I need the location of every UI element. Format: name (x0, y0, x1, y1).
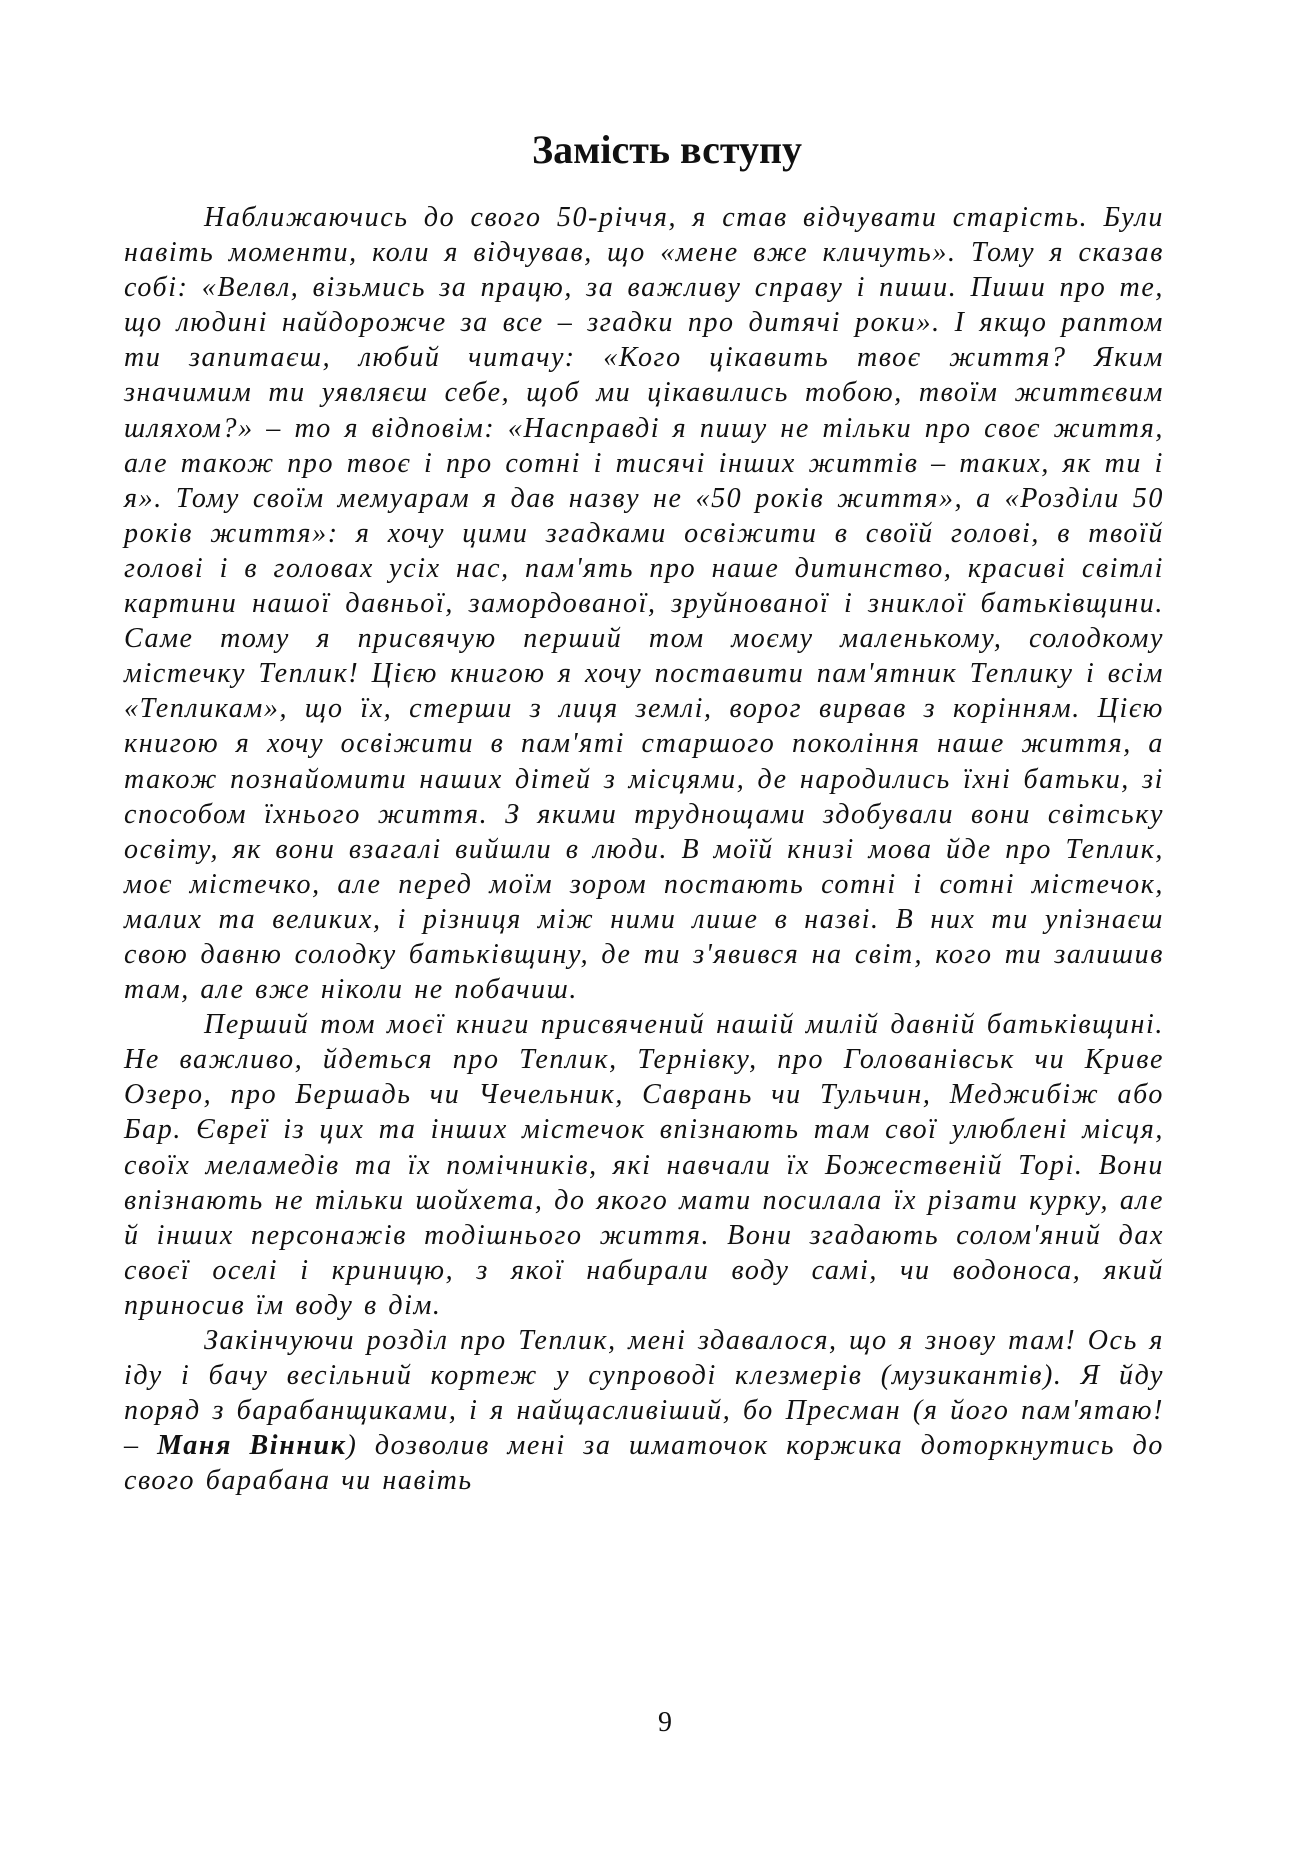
paragraph-3-text-after: ) дозволив мені за шматочок коржика доторкнутись до свого барабана чи навіть (124, 1430, 1165, 1497)
page-number: 9 (658, 1707, 672, 1738)
paragraph-3 (124, 1323, 1164, 1498)
paragraph-3-text-before: Закінчуючи розділ про Теплик, мені здавалося, що я знову там! Ось я іду і бачу весільний кортеж у супроводі клезмерів (музикантів). Я йду поряд з барабанщиками, і я найщасливіший, бо Пресман (я його пам'ятаю! – (124, 1325, 1164, 1462)
paragraph-2: Перший том моєї книги присвячений нашій милій давній батьківщині. Не важливо, йдеться про Теплик, Тернівку, про Голованівськ чи Криве Озеро, про Бершадь чи Чечельник, Саврань чи Тульчин, Меджибіж або Бар. Євреї із цих та інших містечок впізнають там свої улюблені місця, своїх меламедів та їх помічників, які навчали їх Божественій Торі. Вони впізнають не тільки шойхета, до якого мати посилала їх різати курку, але й інших персонажів тодішнього життя. Вони згадають солом'яний дах своєї оселі і криницю, з якої набирали воду самі, чи водоноса, який приносив їм воду в дім. (124, 1009, 1164, 1321)
paragraph-1: Наближаючись до свого 50-річчя, я став відчувати старість. Були навіть моменти, коли я відчував, що «мене вже кличуть». Тому я сказав собі: «Велвл, візьмись за працю, за важливу справу і пиши. Пиши про те, що людині найдорожче за все – згадки про дитячі роки». І якщо раптом ти запитаєш, любий читачу: «Кого цікавить твоє життя? Яким значимим ти уявляєш себе, щоб ми цікавились тобою, твоїм життєвим шляхом?» – то я відповім: «Насправді я пишу не тільки про своє життя, але також про твоє і про сотні і тисячі інших життів – таких, як ти і я». Тому своїм мемуарам я дав назву не «50 років життя», а «Розділи 50 років життя»: я хочу цими згадками освіжити в своїй голові, в твоїй голові і в головах усіх нас, пам'ять про наше дитинство, красиві світлі картини нашої давньої, замордованої, зруйнованої і зниклої батьківщини. Саме тому я присвячую перший том моєму маленькому, солодкому містечку Теплик! Цією книгою я хочу поставити пам'ятник Теплику і всім «Тепликам», що їх, стерши з лиця землі, ворог вирвав з корінням. Цією книгою я хочу освіжити в пам'яті старшого покоління наше життя, а також познайомити наших дітей з місцями, де народились їхні батьки, зі способом їхнього життя. З якими труднощами здобували вони світську освіту, як вони взагалі вийшли в люди. В моїй книзі мова йде про Теплик, моє містечко, але перед моїм зором постають сотні і сотні містечок, малих та великих, і різниця між ними лише в назві. В них ти упізнаєш свою давню солодку батьківщину, де ти з'явився на світ, кого ти залишив там, але вже ніколи не побачиш. (124, 202, 1164, 1006)
body-text (124, 200, 1164, 1498)
page-title: Замість вступу (531, 127, 803, 172)
author-name: Маня Вінник (157, 1430, 347, 1462)
